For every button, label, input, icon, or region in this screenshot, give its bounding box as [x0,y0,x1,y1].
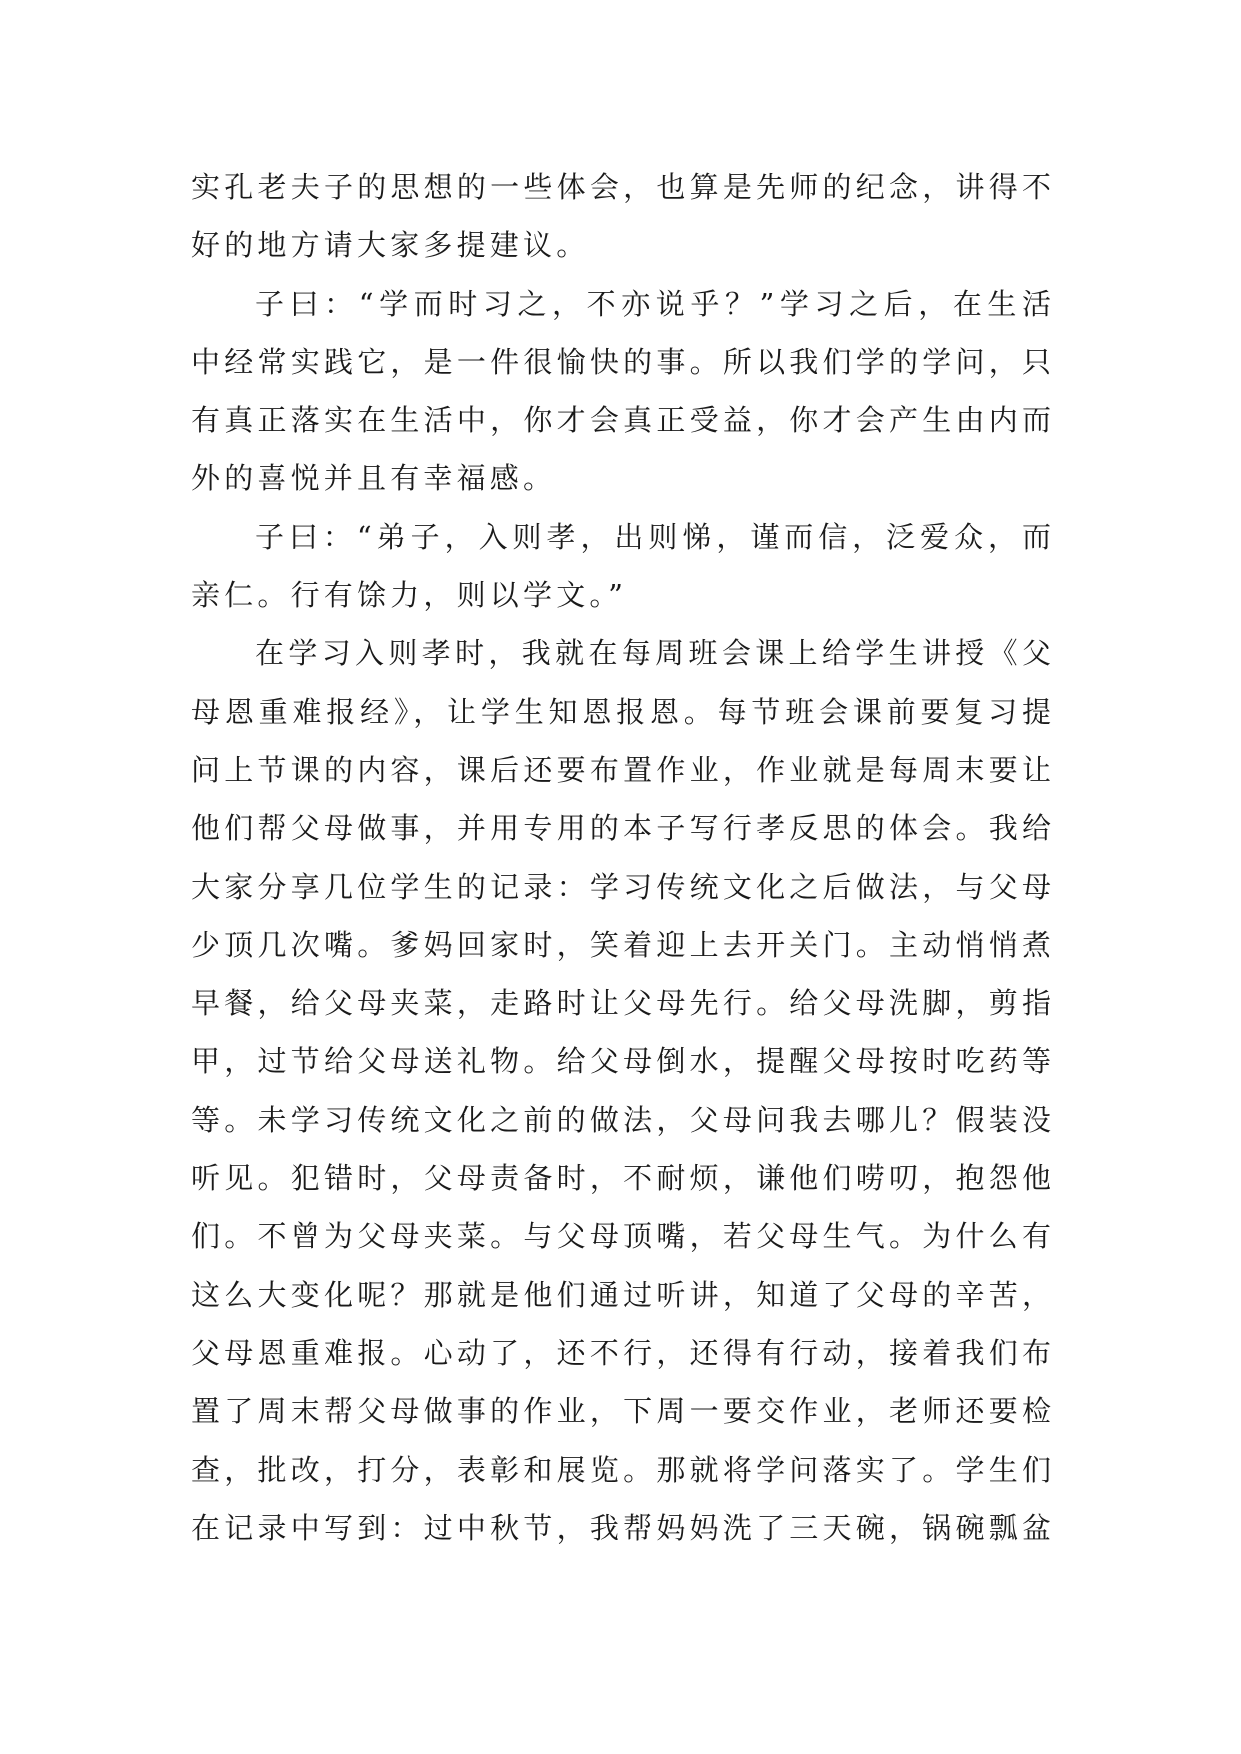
paragraph-first-line: 在学习入则孝时，我就在每周班会课上给学生讲授《父 [255,636,1051,671]
text-line: 问上节课的内容，课后还要布置作业，作业就是每周末要让 [191,752,1051,787]
text-line: 母恩重难报经》，让学生知恩报恩。每节班会课前要复习提 [191,694,1051,729]
text-line: 少顶几次嘴。爹妈回家时，笑着迎上去开关门。主动悄悄煮 [191,927,1051,962]
text-line: 等。未学习传统文化之前的做法，父母问我去哪儿？假装没 [191,1102,1051,1137]
text-line: 好的地方请大家多提建议。 [191,228,590,263]
paragraph-first-line: 子曰：“弟子，入则孝，出则悌，谨而信，泛爱众，而 [255,519,1051,554]
text-line: 听见。犯错时，父母责备时，不耐烦，谦他们唠叨，抱怨他 [191,1161,1051,1196]
text-line: 置了周末帮父母做事的作业，下周一要交作业，老师还要检 [191,1394,1051,1429]
text-line: 在记录中写到：过中秋节，我帮妈妈洗了三天碗，锅碗瓢盆 [191,1510,1051,1545]
text-line: 查，批改，打分，表彰和展览。那就将学问落实了。学生们 [191,1452,1051,1487]
text-line: 大家分享几位学生的记录：学习传统文化之后做法，与父母 [191,869,1051,904]
text-line: 实孔老夫子的思想的一些体会，也算是先师的纪念，讲得不 [191,170,1051,204]
text-line: 们。不曾为父母夹菜。与父母顶嘴，若父母生气。为什么有 [191,1219,1051,1254]
text-line: 这么大变化呢？那就是他们通过听讲，知道了父母的辛苦， [191,1277,1051,1312]
text-line: 中经常实践它，是一件很愉快的事。所以我们学的学问，只 [191,344,1051,379]
text-line: 甲，过节给父母送礼物。给父母倒水，提醒父母按时吃药等 [191,1044,1051,1079]
text-line: 有真正落实在生活中，你才会真正受益，你才会产生由内而 [191,403,1051,438]
paragraph-first-line: 子曰：“学而时习之，不亦说乎？”学习之后，在生活 [255,286,1051,321]
text-line: 他们帮父母做事，并用专用的本子写行孝反思的体会。我给 [191,811,1051,846]
text-line: 亲仁。行有馀力，则以学文。” [191,578,628,613]
text-line: 外的喜悦并且有幸福感。 [191,461,557,496]
body-text [191,158,1051,1557]
text-line: 父母恩重难报。心动了，还不行，还得有行动，接着我们布 [191,1335,1051,1370]
text-line: 早餐，给父母夹菜，走路时让父母先行。给父母洗脚，剪指 [191,986,1051,1021]
